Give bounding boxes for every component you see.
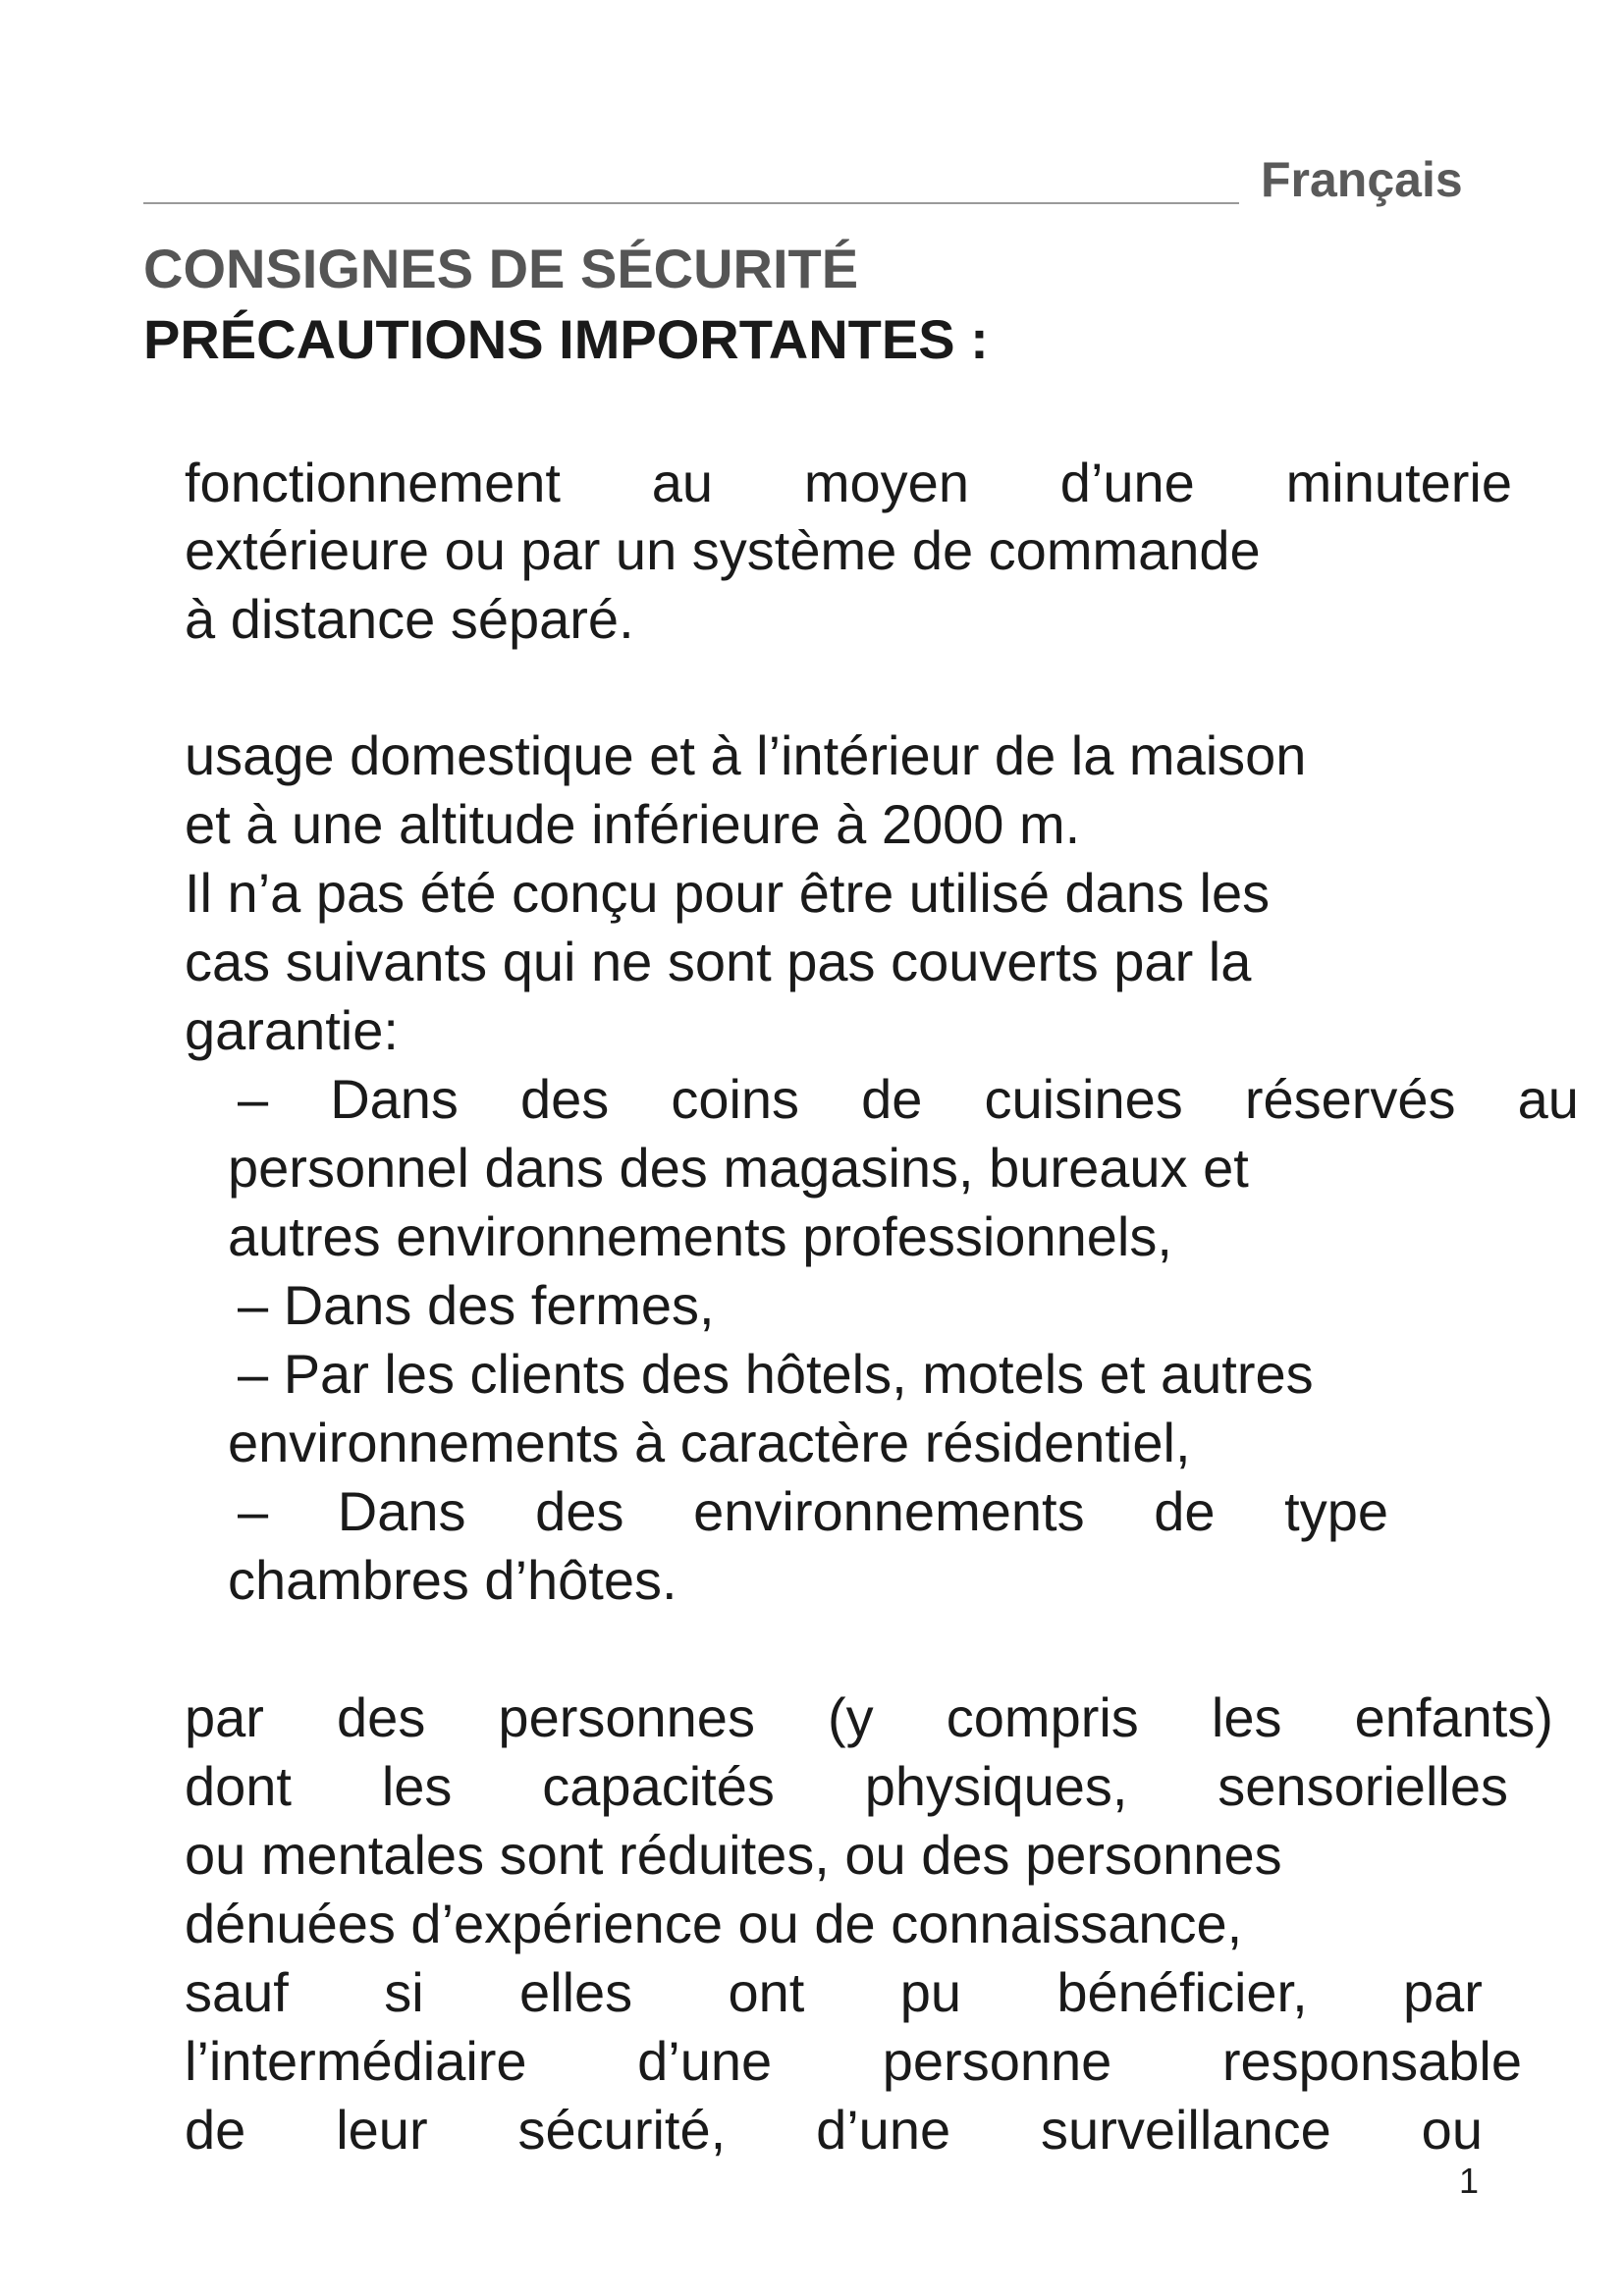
word: surveillance [1041, 2099, 1331, 2161]
text-line: cas suivants qui ne sont pas couverts par la [185, 931, 1252, 992]
word: dont [185, 1755, 292, 1817]
word: Dans [337, 1480, 466, 1542]
word: bénéficier, [1056, 1961, 1308, 2023]
word: personne [882, 2030, 1112, 2092]
text-line: ou mentales sont réduites, ou des personnes [185, 1824, 1282, 1886]
word: d’une [1059, 452, 1195, 513]
word: responsable [1221, 2030, 1522, 2092]
word: de [861, 1068, 923, 1130]
text-line: usage domestique et à l’intérieur de la maison [185, 724, 1307, 786]
word: cuisines [984, 1068, 1183, 1130]
text-line [185, 1961, 1483, 2023]
word: d’une [816, 2099, 951, 2161]
word: l’intermédiaire [185, 2030, 527, 2092]
list-item-continuation: autres environnements professionnels, [228, 1205, 1172, 1267]
word: les [1211, 1686, 1282, 1748]
text-line: à distance séparé. [185, 588, 634, 650]
list-item [238, 1068, 1579, 1130]
word: enfants) [1354, 1686, 1553, 1748]
word: au [651, 452, 714, 513]
word: physiques, [864, 1755, 1128, 1817]
text-line [185, 1755, 1508, 1817]
word: fonctionnement [185, 452, 561, 513]
word: par [185, 1686, 264, 1748]
word: elles [519, 1961, 633, 2023]
text-line: extérieure ou par un système de commande [185, 519, 1261, 581]
word: leur [336, 2099, 428, 2161]
word: les [381, 1755, 453, 1817]
word: sécurité, [517, 2099, 727, 2161]
section-title: CONSIGNES DE SÉCURITÉ [143, 238, 859, 299]
word: personnes [498, 1686, 755, 1748]
word: des [337, 1686, 426, 1748]
word: (y [828, 1686, 874, 1748]
list-item-continuation: personnel dans des magasins, bureaux et [228, 1137, 1249, 1199]
word: par [1402, 1961, 1483, 2023]
word: minuterie [1285, 452, 1512, 513]
list-item-continuation: chambres d’hôtes. [228, 1549, 677, 1611]
text-line: garantie: [185, 999, 399, 1061]
list-item: – Dans des fermes, [238, 1274, 715, 1336]
word: environnements [693, 1480, 1085, 1542]
word: sensorielles [1218, 1755, 1508, 1817]
word: d’une [637, 2030, 773, 2092]
text-line [185, 2030, 1522, 2092]
language-label: Français [1261, 152, 1463, 207]
word: – [238, 1480, 269, 1542]
word: ou [1421, 2099, 1483, 2161]
word: des [519, 1068, 610, 1130]
word: moyen [803, 452, 969, 513]
page-number: 1 [1459, 2161, 1480, 2201]
text-line [185, 452, 1512, 513]
word: au [1517, 1068, 1579, 1130]
section-subtitle: PRÉCAUTIONS IMPORTANTES : [143, 308, 989, 370]
list-item-continuation: environnements à caractère résidentiel, [228, 1412, 1191, 1473]
word: compris [946, 1686, 1139, 1748]
word: si [384, 1961, 424, 2023]
word: pu [899, 1961, 962, 2023]
word: type [1284, 1480, 1388, 1542]
text-line: et à une altitude inférieure à 2000 m. [185, 793, 1081, 855]
text-line: dénuées d’expérience ou de connaissance, [185, 1893, 1243, 1954]
word: sauf [185, 1961, 289, 2023]
word: de [1154, 1480, 1216, 1542]
word: Dans [330, 1068, 459, 1130]
text-line [185, 1686, 1553, 1748]
word: capacités [542, 1755, 775, 1817]
text-line [185, 2099, 1483, 2161]
list-item [238, 1480, 1388, 1542]
word: coins [671, 1068, 800, 1130]
word: – [238, 1068, 269, 1130]
list-item: – Par les clients des hôtels, motels et autres [238, 1343, 1314, 1405]
word: des [535, 1480, 624, 1542]
text-line: Il n’a pas été conçu pour être utilisé dans les [185, 862, 1271, 924]
word: ont [728, 1961, 805, 2023]
word: réservés [1244, 1068, 1456, 1130]
header-rule [143, 202, 1239, 204]
word: de [185, 2099, 246, 2161]
